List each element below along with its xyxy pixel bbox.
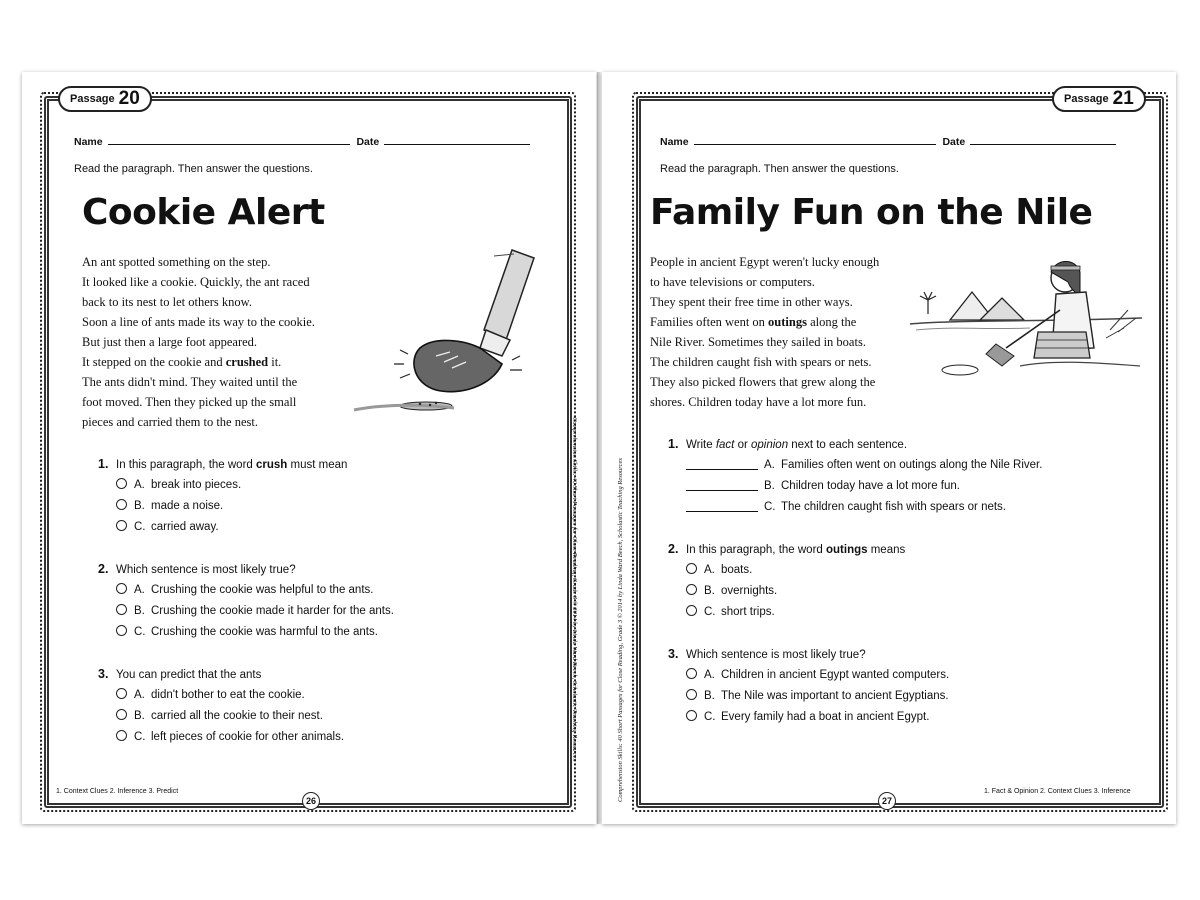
name-field[interactable] [694, 134, 936, 145]
answer-option[interactable] [668, 602, 1042, 623]
option-text: The Nile was important to ancient Egyptians. [721, 690, 949, 702]
passage-number: 21 [1112, 88, 1134, 110]
paragraph-line: foot moved. Then they picked up the small [82, 395, 297, 409]
answer-option[interactable] [98, 706, 394, 727]
answer-option[interactable] [668, 665, 1042, 686]
date-label: Date [942, 136, 966, 148]
answer-option[interactable] [668, 560, 1042, 581]
radio-bubble[interactable] [686, 668, 697, 679]
paragraph-line: An ant spotted something on the step. [82, 255, 271, 269]
question [98, 559, 394, 643]
answer-blank[interactable] [686, 478, 758, 491]
page-number: 26 [302, 792, 320, 810]
fact-opinion-item [668, 455, 1042, 476]
date-field[interactable] [384, 134, 530, 145]
skills-footer: 1. Context Clues 2. Inference 3. Predict [56, 788, 179, 795]
egyptian-child-fishing-illustration [910, 248, 1142, 398]
instructions: Read the paragraph. Then answer the questions. [660, 163, 899, 175]
option-letter: A. [134, 689, 145, 701]
paragraph-line: back to its nest to let others know. [82, 295, 252, 309]
radio-bubble[interactable] [686, 689, 697, 700]
question [668, 539, 1042, 623]
question [668, 644, 1042, 728]
answer-blank[interactable] [686, 457, 758, 470]
answer-option[interactable] [668, 581, 1042, 602]
paragraph-line: shores. Children today have a lot more fun. [650, 395, 867, 409]
option-letter: A. [764, 459, 775, 471]
vocabulary-word: crushed [225, 355, 269, 369]
question-stem: 1. In this paragraph, the word crush must mean [98, 454, 394, 475]
option-letter: C. [134, 626, 146, 638]
radio-bubble[interactable] [686, 605, 697, 616]
option-text: The children caught fish with spears or nets. [781, 501, 1007, 513]
radio-bubble[interactable] [116, 625, 127, 636]
option-text: left pieces of cookie for other animals. [151, 731, 345, 743]
skills-footer: 1. Fact & Opinion 2. Context Clues 3. Inference [984, 788, 1131, 795]
option-letter: B. [704, 690, 715, 702]
vocabulary-word: crush [256, 459, 288, 471]
option-letter: C. [704, 711, 716, 723]
answer-option[interactable] [98, 727, 394, 748]
question-stem: 2. Which sentence is most likely true? [98, 559, 394, 580]
paragraph-line: It stepped on the cookie and crushed it. [82, 355, 282, 369]
question [98, 664, 394, 748]
radio-bubble[interactable] [116, 604, 127, 615]
question-list [98, 454, 394, 769]
question-stem: 3. You can predict that the ants [98, 664, 394, 685]
answer-option[interactable] [98, 685, 394, 706]
name-field[interactable] [108, 134, 350, 145]
option-letter: A. [704, 564, 715, 576]
question-number: 3. [668, 647, 679, 661]
fact-word: fact [715, 439, 735, 451]
radio-bubble[interactable] [686, 563, 697, 574]
passage-title: Family Fun on the Nile [650, 192, 1093, 233]
vocabulary-word: outings [768, 315, 807, 329]
answer-option[interactable] [668, 707, 1042, 728]
option-text: Children today have a lot more fun. [781, 480, 960, 492]
answer-option[interactable] [98, 496, 394, 517]
vocabulary-word: outings [826, 544, 868, 556]
question-number: 2. [668, 542, 679, 556]
passage-title: Cookie Alert [82, 192, 325, 233]
option-letter: A. [704, 669, 715, 681]
radio-bubble[interactable] [686, 710, 697, 721]
book-spine [597, 72, 601, 824]
option-text: didn't bother to eat the cookie. [151, 689, 305, 701]
option-letter: B. [134, 605, 145, 617]
fact-opinion-item [668, 497, 1042, 518]
option-text: Every family had a boat in ancient Egypt. [721, 711, 930, 723]
option-letter: A. [134, 584, 145, 596]
option-text: overnights. [721, 585, 778, 597]
question [98, 454, 394, 538]
option-text: break into pieces. [151, 479, 242, 491]
question-number: 1. [98, 457, 109, 471]
question [668, 434, 1042, 518]
passage-tag [1052, 86, 1146, 112]
copyright-credit: Comprehension Skills: 40 Short Passages for Close Reading, Grade 3 © 2014 by Linda Ward Beech, Scholastic Teaching Resources [571, 417, 578, 761]
answer-option[interactable] [98, 475, 394, 496]
option-letter: C. [134, 731, 146, 743]
radio-bubble[interactable] [116, 499, 127, 510]
name-label: Name [660, 136, 689, 148]
radio-bubble[interactable] [116, 709, 127, 720]
paragraph-line: People in ancient Egypt weren't lucky enough [650, 255, 880, 269]
copyright-credit: Comprehension Skills: 40 Short Passages for Close Reading, Grade 3 © 2014 by Linda Ward Beech, Scholastic Teaching Resources [617, 458, 624, 802]
name-date-line [74, 134, 534, 148]
option-text: made a noise. [151, 500, 224, 512]
question-number: 3. [98, 667, 109, 681]
passage-label: Passage [1064, 93, 1109, 105]
date-label: Date [356, 136, 380, 148]
question-stem: 3. Which sentence is most likely true? [668, 644, 1042, 665]
option-letter: C. [134, 521, 146, 533]
question-stem: 1. Write fact or opinion next to each sentence. [668, 434, 1042, 455]
answer-option[interactable] [98, 622, 394, 643]
option-letter: B. [134, 710, 145, 722]
passage-label: Passage [70, 93, 115, 105]
answer-option[interactable] [668, 686, 1042, 707]
radio-bubble[interactable] [116, 478, 127, 489]
passage-paragraph [650, 252, 879, 412]
option-text: Children in ancient Egypt wanted computers. [721, 669, 950, 681]
passage-number: 20 [118, 88, 140, 110]
radio-bubble[interactable] [116, 688, 127, 699]
paragraph-line: Nile River. Sometimes they sailed in boats. [650, 335, 866, 349]
option-text: boats. [721, 564, 753, 576]
paragraph-line: Soon a line of ants made its way to the cookie. [82, 315, 315, 329]
name-date-line [660, 134, 1120, 148]
paragraph-line: They spent their free time in other ways. [650, 295, 853, 309]
option-letter: B. [704, 585, 715, 597]
worksheet-page-right [602, 72, 1176, 824]
question-number: 1. [668, 437, 679, 451]
passage-paragraph [82, 252, 315, 432]
name-label: Name [74, 136, 103, 148]
option-text: carried all the cookie to their nest. [151, 710, 323, 722]
opinion-word: opinion [751, 439, 789, 451]
radio-bubble[interactable] [116, 583, 127, 594]
paragraph-line: The ants didn't mind. They waited until the [82, 375, 298, 389]
date-field[interactable] [970, 134, 1116, 145]
paragraph-line: It looked like a cookie. Quickly, the ant raced [82, 275, 310, 289]
answer-blank[interactable] [686, 499, 758, 512]
paragraph-line: to have televisions or computers. [650, 275, 815, 289]
paragraph-line: pieces and carried them to the nest. [82, 415, 258, 429]
option-text: carried away. [151, 521, 219, 533]
fact-opinion-item [668, 476, 1042, 497]
option-text: Crushing the cookie was harmful to the ants. [151, 626, 378, 638]
option-text: Crushing the cookie made it harder for the ants. [151, 605, 394, 617]
page-number: 27 [878, 792, 896, 810]
worksheet-page-left [22, 72, 596, 824]
paragraph-line: They also picked flowers that grew along the [650, 375, 876, 389]
option-letter: B. [764, 480, 775, 492]
foot-stepping-on-cookie-illustration [344, 244, 549, 416]
radio-bubble[interactable] [686, 584, 697, 595]
answer-option[interactable] [98, 517, 394, 538]
answer-option[interactable] [98, 601, 394, 622]
radio-bubble[interactable] [116, 730, 127, 741]
option-letter: C. [704, 606, 716, 618]
passage-tag [58, 86, 152, 112]
radio-bubble[interactable] [116, 520, 127, 531]
option-text: short trips. [721, 606, 775, 618]
option-text: Families often went on outings along the Nile River. [781, 459, 1043, 471]
paragraph-line: But just then a large foot appeared. [82, 335, 258, 349]
question-number: 2. [98, 562, 109, 576]
paragraph-line: The children caught fish with spears or nets. [650, 355, 872, 369]
question-list [668, 434, 1042, 749]
option-letter: A. [134, 479, 145, 491]
instructions: Read the paragraph. Then answer the questions. [74, 163, 313, 175]
option-letter: B. [134, 500, 145, 512]
option-text: Crushing the cookie was helpful to the ants. [151, 584, 374, 596]
answer-option[interactable] [98, 580, 394, 601]
option-letter: C. [764, 501, 776, 513]
paragraph-line: Families often went on outings along the [650, 315, 857, 329]
question-stem: 2. In this paragraph, the word outings means [668, 539, 1042, 560]
